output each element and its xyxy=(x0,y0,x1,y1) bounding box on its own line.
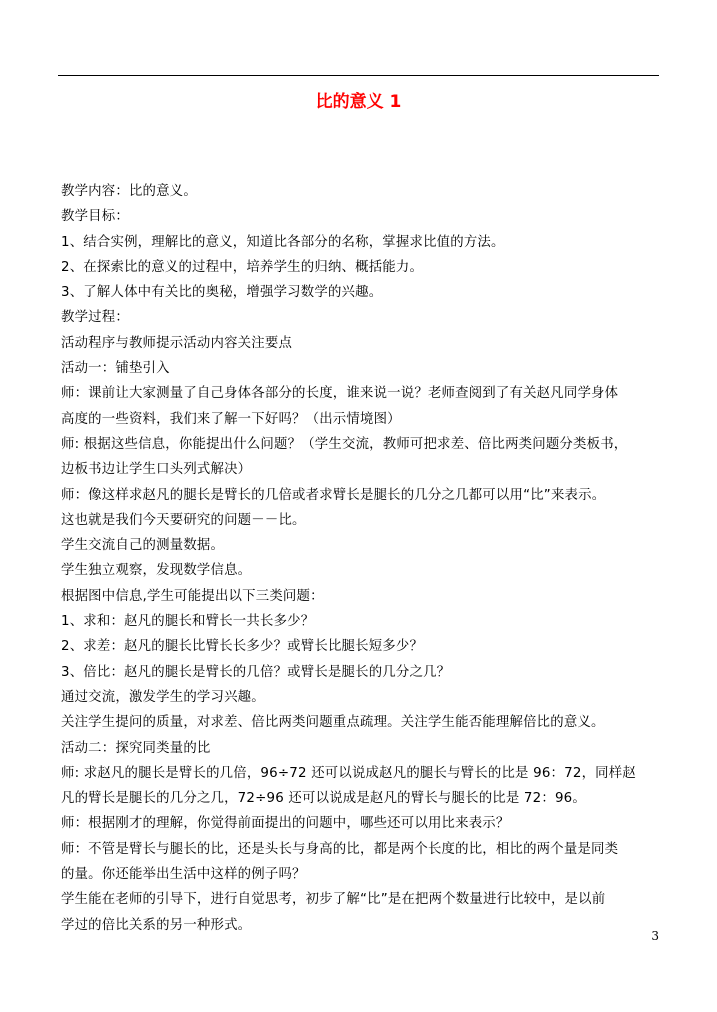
body-line: 根据图中信息,学生可能提出以下三类问题： xyxy=(61,588,324,604)
body-line: 边板书边让学生口头列式解决） xyxy=(61,462,252,478)
body-line: 1、求和：赵凡的腿长和臂长一共长多少？ xyxy=(61,614,315,630)
body-line: 师: 根据这些信息，你能提出什么问题？（学生交流，教师可把求差、倍比两类问题分类板书， xyxy=(61,436,628,452)
page-title: 比的意义 1 xyxy=(315,92,402,113)
body-line: 师：不管是臂长与腿长的比，还是头长与身高的比，都是两个长度的比，相比的两个量是同类 xyxy=(61,841,619,857)
body-line: 关注学生提问的质量，对求差、倍比两类问题重点疏理。关注学生能否能理解倍比的意义。 xyxy=(61,715,605,731)
body-line: 高度的一些资料，我们来了解一下好吗？（出示情境图） xyxy=(61,411,401,427)
body-line: 凡的臂长是腿长的几分之几，72÷96 还可以说成是赵凡的臂长与腿长的比是 72：96。 xyxy=(61,791,586,807)
body-line: 教学过程： xyxy=(61,310,129,326)
page-number: 3 xyxy=(651,929,659,943)
document-body xyxy=(61,179,661,938)
body-line: 3、倍比：赵凡的腿长是臂长的几倍？或臂长是腿长的几分之几？ xyxy=(61,664,451,680)
body-line: 通过交流，激发学生的学习兴趣。 xyxy=(61,689,265,705)
body-line: 活动二：探究同类量的比 xyxy=(61,740,211,756)
body-line: 的量。你还能举出生活中这样的例子吗？ xyxy=(61,867,306,883)
body-line: 3、了解人体中有关比的奥秘，增强学习数学的兴趣。 xyxy=(61,285,383,301)
body-line: 教学内容：比的意义。 xyxy=(61,184,197,199)
body-line: 2、在探索比的意义的过程中，培养学生的归纳、概括能力。 xyxy=(61,259,424,275)
body-line: 学生交流自己的测量数据。 xyxy=(61,538,225,554)
header-rule xyxy=(58,75,659,76)
body-line: 师：课前让大家测量了自己身体各部分的长度，谁来说一说？老师查阅到了有关赵凡同学身体 xyxy=(61,386,619,402)
body-line: 师：根据刚才的理解，你觉得前面提出的问题中，哪些还可以用比来表示？ xyxy=(61,816,510,832)
body-line: 师：像这样求赵凡的腿长是臂长的几倍或者求臂长是腿长的几分之几都可以用“比”来表示。 xyxy=(61,487,606,503)
body-line: 师: 求赵凡的腿长是臂长的几倍，96÷72 还可以说成赵凡的腿长与臂长的比是 96：72，同样赵 xyxy=(61,765,636,781)
body-line: 1、结合实例，理解比的意义，知道比各部分的名称，掌握求比值的方法。 xyxy=(61,234,505,250)
body-line: 学生独立观察，发现数学信息。 xyxy=(61,563,252,579)
body-line: 学过的倍比关系的另一种形式。 xyxy=(61,917,252,933)
body-line: 学生能在老师的引导下，进行自觉思考，初步了解“比”是在把两个数量进行比较中，是以前 xyxy=(61,892,606,908)
body-line: 教学目标： xyxy=(61,209,129,225)
body-line: 活动一：铺垫引入 xyxy=(61,361,170,377)
body-line: 活动程序与教师提示活动内容关注要点 xyxy=(61,335,293,351)
body-line: 2、求差：赵凡的腿长比臂长长多少？或臂长比腿长短多少？ xyxy=(61,639,424,655)
body-line: 这也就是我们今天要研究的问题－－比。 xyxy=(61,512,306,528)
